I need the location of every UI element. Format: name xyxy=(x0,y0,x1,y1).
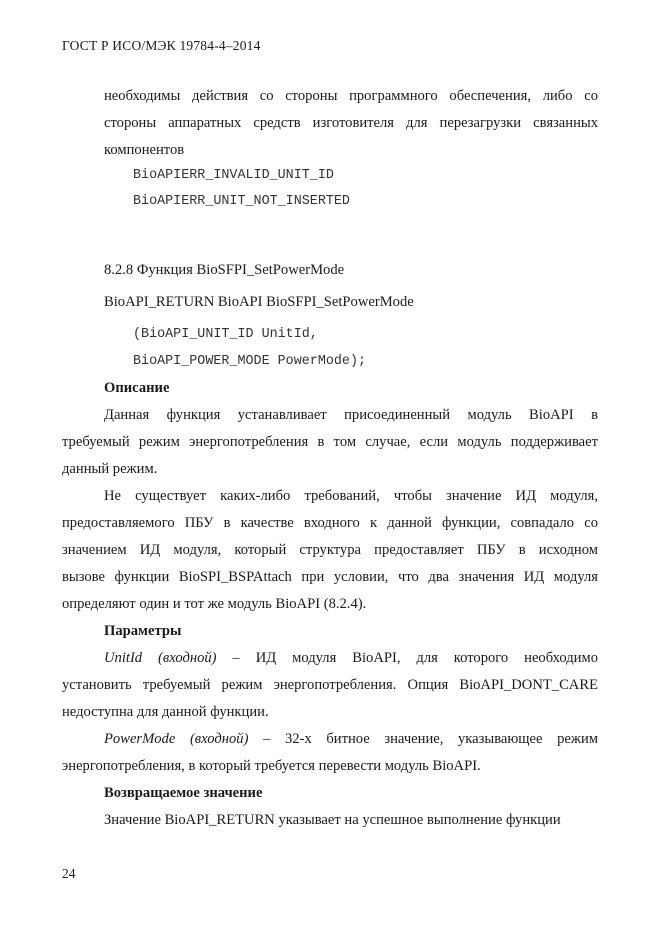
intro-line-3: компонентов xyxy=(104,142,185,158)
param-unitid-line-3: недоступна для данной функции. xyxy=(62,704,269,720)
error-code: BioAPIERR_UNIT_NOT_INSERTED xyxy=(133,194,350,209)
param-unitid-name: UnitId (входной) xyxy=(104,650,217,666)
function-signature: BioAPI_RETURN BioAPI BioSFPI_SetPowerMode xyxy=(104,294,414,310)
param-powermode-desc: – 32-х битное значение, указывающее режим xyxy=(248,731,599,747)
error-code: BioAPIERR_INVALID_UNIT_ID xyxy=(133,168,334,183)
description-p2-line: предоставляемого ПБУ в качестве входного к данной функции, совпадало со xyxy=(62,515,598,531)
parameters-heading: Параметры xyxy=(104,623,182,639)
page-number: 24 xyxy=(62,866,76,881)
intro-line-2: стороны аппаратных средств изготовителя для перезагрузки связанных xyxy=(104,115,598,131)
description-p2-line: вызове функции BioSPI_BSPAttach при условии, что два значения ИД модуля xyxy=(62,569,598,585)
description-p1-line: требуемый режим энергопотребления в том случае, если модуль поддерживает xyxy=(62,434,598,450)
section-title: 8.2.8 Функция BioSFPI_SetPowerMode xyxy=(104,262,345,278)
return-value-heading: Возвращаемое значение xyxy=(104,785,263,801)
description-heading: Описание xyxy=(104,380,170,396)
description-p2-line: значением ИД модуля, который структура предоставляет ПБУ в исходном xyxy=(62,542,598,558)
description-p2-line: Не существует каких-либо требований, чтобы значение ИД модуля, xyxy=(104,488,598,504)
signature-params-line: BioAPI_POWER_MODE PowerMode); xyxy=(133,354,367,369)
param-unitid-line-1 xyxy=(104,650,598,667)
param-powermode-name: PowerMode (входной) xyxy=(104,731,249,747)
param-powermode-line-1 xyxy=(104,731,598,748)
description-p1-line: данный режим. xyxy=(62,461,158,477)
document-header: ГОСТ Р ИСО/МЭК 19784-4–2014 xyxy=(62,38,261,53)
description-p2-line: определяют один и тот же модуль BioAPI (8.2.4). xyxy=(62,596,367,612)
intro-line-1: необходимы действия со стороны программного обеспечения, либо со xyxy=(104,88,598,104)
param-powermode-line-2: энергопотребления, в который требуется перевести модуль BioAPI. xyxy=(62,758,481,774)
description-p1-line: Данная функция устанавливает присоединенный модуль BioAPI в xyxy=(104,407,598,423)
param-unitid-desc: – ИД модуля BioAPI, для которого необходимо xyxy=(216,650,598,666)
signature-params-line: (BioAPI_UNIT_ID UnitId, xyxy=(133,327,318,342)
return-value-line: Значение BioAPI_RETURN указывает на успешное выполнение функции xyxy=(104,812,561,828)
param-unitid-line-2: установить требуемый режим энергопотребления. Опция BioAPI_DONT_CARE xyxy=(62,677,598,693)
